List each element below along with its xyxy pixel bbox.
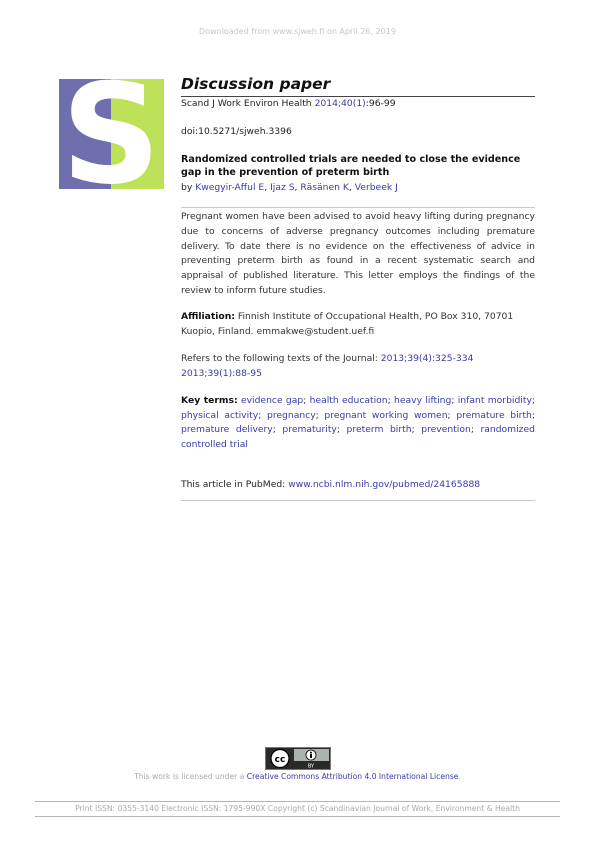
keyterm-link[interactable]: heavy lifting xyxy=(394,395,452,406)
content-end-rule xyxy=(181,500,535,501)
badge-label: BY xyxy=(307,763,315,769)
keyterm-link[interactable]: physical activity xyxy=(181,409,259,421)
license-line xyxy=(0,772,595,781)
license-text: This work is licensed under a xyxy=(134,772,247,781)
related-texts xyxy=(181,352,535,381)
footer-rule-bottom xyxy=(35,816,560,817)
keyterm-link[interactable]: preterm birth xyxy=(346,424,412,436)
related-link[interactable]: 2013;39(4):325-334 xyxy=(380,353,474,364)
document-type: Discussion paper xyxy=(181,75,331,93)
pubmed-line xyxy=(181,479,480,490)
cc-by-badge[interactable] xyxy=(265,747,331,770)
author-link[interactable]: Verbeek J xyxy=(354,182,398,193)
footer-rule-top xyxy=(35,801,560,802)
author-link[interactable]: Ijaz S xyxy=(270,182,295,193)
keyterm-link[interactable]: premature delivery xyxy=(181,424,273,436)
abstract-rule xyxy=(181,207,535,208)
keyterm-link[interactable]: pregnant working women xyxy=(324,409,448,421)
creative-commons-icon xyxy=(266,748,330,769)
keyterm-link[interactable]: randomized controlled trial xyxy=(181,424,535,450)
pubmed-text: This article in PubMed: xyxy=(181,479,289,490)
license-suffix: . xyxy=(458,772,461,781)
keyterms-label: Key terms: xyxy=(181,395,238,406)
keyterm-link[interactable]: pregnancy xyxy=(266,409,316,421)
affiliation-label: Affiliation: xyxy=(181,311,235,322)
journal-name: Scand J Work Environ Health xyxy=(181,98,312,109)
author-link[interactable]: Kwegyir-Afful E xyxy=(195,182,265,193)
refers-text: Refers to the following texts of the Journal: xyxy=(181,353,381,364)
citation xyxy=(181,98,396,109)
authors: by Kwegyir-Afful E, Ijaz S, Räsänen K, Verbeek J xyxy=(181,182,398,193)
pubmed-link[interactable]: www.ncbi.nlm.nih.gov/pubmed/24165888 xyxy=(288,479,481,490)
affiliation xyxy=(181,310,535,339)
keyterm-link[interactable]: evidence gap xyxy=(240,395,304,406)
related-link[interactable]: 2013;39(1):88-95 xyxy=(181,367,262,379)
svg-text:S: S xyxy=(61,79,161,189)
license-link[interactable]: Creative Commons Attribution 4.0 International License xyxy=(246,772,459,781)
key-terms: Key terms: evidence gap; health education; heavy lifting; infant morbidity; physical activity; pregnancy; pregnant working women; premature birth; premature delivery; prematurity; preterm birth; prevention; randomized controlled trial xyxy=(181,395,535,450)
logo-s-icon xyxy=(59,79,164,189)
authors-prefix: by xyxy=(181,182,196,193)
affiliation-text: Finnish Institute of Occupational Health, PO Box 310, 70701 Kuopio, Finland. emmakwe@student.uef.fi xyxy=(181,311,514,337)
keyterm-link[interactable]: health education xyxy=(309,395,388,406)
footer-issn: Print ISSN: 0355-3140 Electronic ISSN: 1795-990X Copyright (c) Scandinavian Journal of Work, Environment & Health xyxy=(75,804,520,813)
page-range: :96-99 xyxy=(365,98,396,109)
download-note: Downloaded from www.sjweh.fi on April 26, 2019 xyxy=(199,27,396,36)
article-title: Randomized controlled trials are needed to close the evidence gap in the prevention of preterm birth xyxy=(181,154,521,178)
keyterm-link[interactable]: prematurity xyxy=(282,424,337,436)
journal-logo xyxy=(59,79,164,189)
header-rule xyxy=(181,96,535,97)
abstract: Pregnant women have been advised to avoid heavy lifting during pregnancy due to concerns of adverse pregnancy outcomes including premature delivery. To date there is no evidence on the effectiveness of advice in preventing preterm birth as found in a recent systematic search and appraisal of published literature. This letter employs the findings of the review to inform future studies. xyxy=(181,211,535,296)
issue-link[interactable]: 2014;40(1) xyxy=(314,98,366,109)
keyterm-link[interactable]: prevention xyxy=(421,424,471,436)
svg-text:cc: cc xyxy=(274,755,286,765)
keyterm-link[interactable]: premature birth xyxy=(456,409,532,421)
keyterm-link[interactable]: infant morbidity xyxy=(457,395,532,406)
author-link[interactable]: Räsänen K xyxy=(300,182,349,193)
doi: doi:10.5271/sjweh.3396 xyxy=(181,126,292,137)
